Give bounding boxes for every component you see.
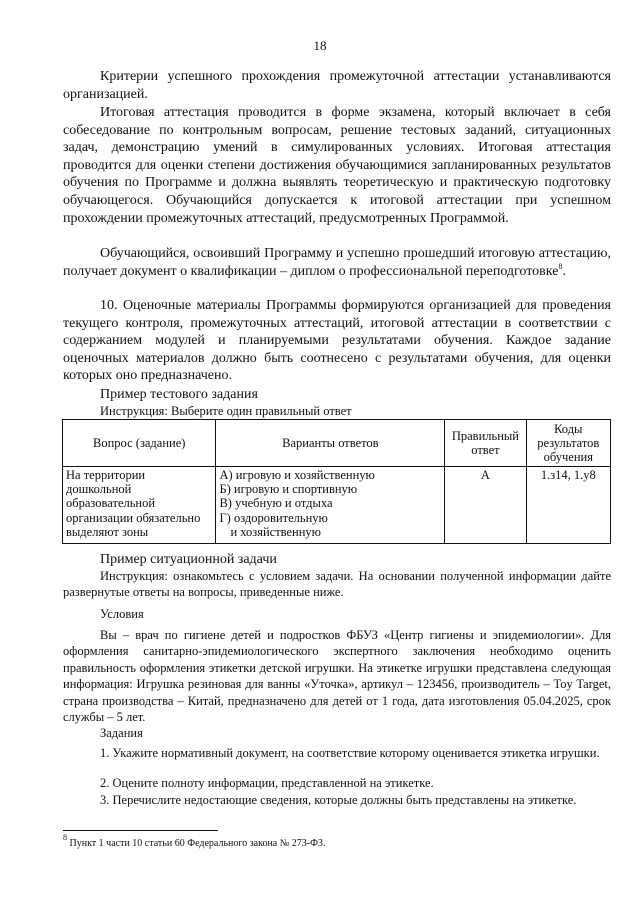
option-d: Г) оздоровительную xyxy=(219,510,328,525)
header-codes: Коды результатов обучения xyxy=(526,420,610,467)
paragraph-final-attestation: Итоговая аттестация проводится в форме экзамена, который включает в себя собеседование по контрольным вопросам, решение тестовых заданий, ситуационных задач, демонстрацию умений в симулированных условиях. Итоговая аттестация проводится для оценки степени достижения обучающимися запланированных результатов обучения по Программе и должна выявлять теоретическую и практическую подготовку обучающегося. Обучающийся допускается к итоговой аттестации при успешном прохождении промежуточных аттестаций, предусмотренных Программой. xyxy=(63,105,611,226)
paragraph-assessment-materials: 10. Оценочные материалы Программы формируются организацией для проведения текущего контроля, промежуточных аттестаций, итоговой аттестации в соответствии с содержанием модулей и планируемыми результатами обучения. Каждое задание оценочных материалов должно быть соотнесено с результатами обучения, для оценки которых оно предназначено. xyxy=(63,298,611,384)
footnote-text: Пункт 1 части 10 статьи 60 Федерального закона № 273-ФЗ. xyxy=(67,838,326,849)
tasks-label: Задания xyxy=(100,726,143,740)
option-b: Б) игровую и спортивную xyxy=(219,482,358,497)
situational-instruction: Инструкция: ознакомьтесь с условием задачи. На основании полученной информации дайте развернутые ответы на вопросы, приведенные ниже. xyxy=(63,569,611,600)
header-options: Варианты ответов xyxy=(216,420,445,467)
situational-title: Пример ситуационной задачи xyxy=(100,552,277,567)
paragraph-diploma xyxy=(63,245,611,280)
option-c: В) учебную и отдыха xyxy=(219,496,333,511)
conditions-label: Условия xyxy=(100,607,144,621)
option-a: А) игровую и хозяйственную xyxy=(219,468,375,482)
footnote-divider xyxy=(63,830,218,831)
cell-options xyxy=(216,467,445,544)
cell-correct-answer: А xyxy=(445,467,526,544)
footnote xyxy=(63,833,326,850)
table-row xyxy=(63,467,611,544)
task-item-1: 1. Укажите нормативный документ, на соответствие которому оценивается этикетка игрушки. xyxy=(100,746,600,760)
footnote-ref: 8 xyxy=(558,261,563,271)
header-correct: Правильный ответ xyxy=(445,420,526,467)
test-example-title: Пример тестового задания xyxy=(100,387,258,402)
cell-question: На территории дошкольной образовательной организации обязательно выделяют зоны xyxy=(63,467,216,544)
conditions-text: Вы – врач по гигиене детей и подростков ФБУЗ «Центр гигиены и эпидемиологии». Для оформления санитарно-эпидемиологического экспертного заключения необходимо оценить правильность оформления этикетки детской игрушки. На этикетке игрушки представлена следующая информация: Игрушка резиновая для ванны «Уточка», артикул – 123456, производитель – Toy Target, страна производства – Китай, предназначено для детей от 1 года, дата изготовления 05.04.2025, срок службы – 5 лет. xyxy=(63,628,611,725)
paragraph-diploma-text: Обучающийся, освоивший Программу и успешно прошедший итоговую аттестацию, получает документ о квалификации – диплом о профессиональной переподготовке xyxy=(63,246,611,279)
cell-codes: 1.з14, 1.у8 xyxy=(526,467,610,544)
page-number: 18 xyxy=(313,38,327,53)
paragraph-diploma-end: . xyxy=(562,263,566,279)
task-item-2: 2. Оцените полноту информации, представленной на этикетке. xyxy=(100,776,434,790)
table-header-row xyxy=(63,420,611,467)
footnote-mark: 8 xyxy=(63,833,67,842)
paragraph-intermediate-criteria: Критерии успешного прохождения промежуточной аттестации устанавливаются организацией. xyxy=(63,69,611,102)
task-item-3: 3. Перечислите недостающие сведения, которые должны быть представлены на этикетке. xyxy=(100,793,577,807)
header-question: Вопрос (задание) xyxy=(63,420,216,467)
option-d-continuation: и хозяйственную xyxy=(230,524,322,539)
test-example-table xyxy=(62,419,611,544)
test-example-instruction: Инструкция: Выберите один правильный ответ xyxy=(100,404,352,418)
